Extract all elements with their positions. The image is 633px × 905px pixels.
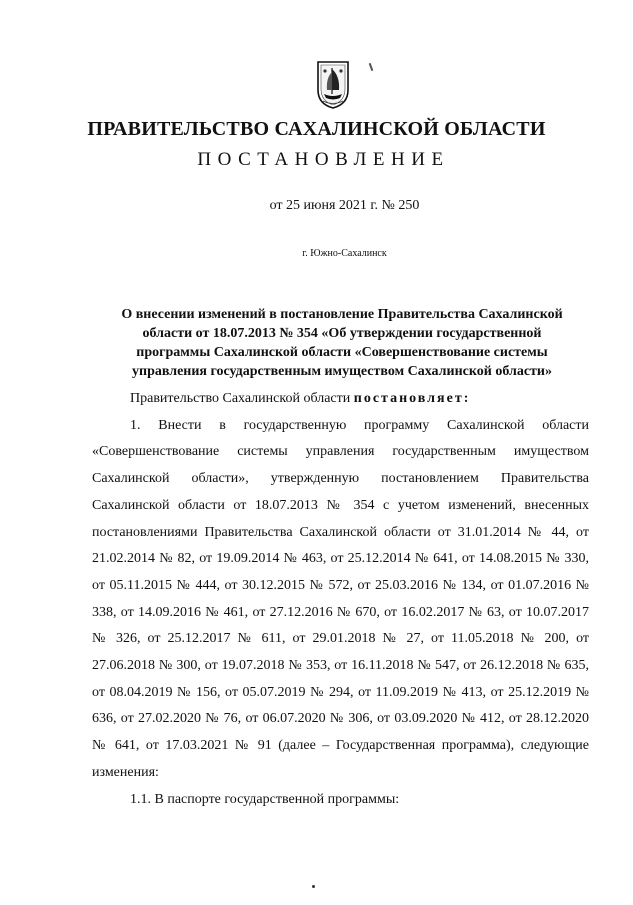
organization-title: ПРАВИТЕЛЬСТВО САХАЛИНСКОЙ ОБЛАСТИ	[87, 118, 546, 140]
preamble-text: Правительство Сахалинской области	[130, 391, 354, 406]
preamble-paragraph	[92, 386, 589, 413]
subject-line: О внесении изменений в постановление Правительства Сахалинской	[121, 307, 563, 322]
scan-dot	[312, 885, 315, 888]
item-1-1-paragraph: 1.1. В паспорте государственной программы:	[130, 791, 400, 807]
document-date-number: от 25 июня 2021 г. № 250	[269, 198, 420, 213]
issue-city: г. Южно-Сахалинск	[302, 248, 387, 259]
document-subject	[92, 305, 592, 381]
subject-line: программы Сахалинской области «Совершенствование системы	[136, 345, 548, 360]
document-type: ПОСТАНОВЛЕНИЕ	[197, 149, 450, 170]
item-1-paragraph: 1. Внести в государственную программу Сахалинской области «Совершенствование системы управления государственным имуществом Сахалинской области», утвержденную постановлением Правительства Сахалинской области от 18.07.2013 № 354 с учетом изменений, внесенных постановлениями Правительства Сахалинской области от 31.01.2014 № 44, от 21.02.2014 № 82, от 19.09.2014 № 463, от 25.12.2014 № 641, от 14.08.2015 № 330, от 05.11.2015 № 444, от 30.12.2015 № 572, от 25.03.2016 № 134, от 01.07.2016 № 338, от 14.09.2016 № 461, от 27.12.2016 № 670, от 16.02.2017 № 63, от 10.07.2017 № 326, от 25.12.2017 № 611, от 29.01.2018 № 27, от 11.05.2018 № 200, от 27.06.2018 № 300, от 19.07.2018 № 353, от 16.11.2018 № 547, от 26.12.2018 № 635, от 08.04.2019 № 156, от 05.07.2019 № 294, от 11.09.2019 № 413, от 25.12.2019 № 636, от 27.02.2020 № 76, от 06.07.2020 № 306, от 03.09.2020 № 412, от 28.12.2020 № 641, от 17.03.2021 № 91 (далее – Государственная программа), следующие изменения:	[92, 417, 589, 780]
sakhalin-coat-of-arms-icon	[316, 60, 350, 110]
document-body	[92, 386, 589, 813]
subject-line: области от 18.07.2013 № 354 «Об утверждении государственной	[142, 326, 542, 341]
subject-line: управления государственным имуществом Сахалинской области»	[132, 364, 552, 379]
scan-mark	[369, 63, 374, 71]
preamble-emphasis: постановляет:	[353, 391, 471, 406]
